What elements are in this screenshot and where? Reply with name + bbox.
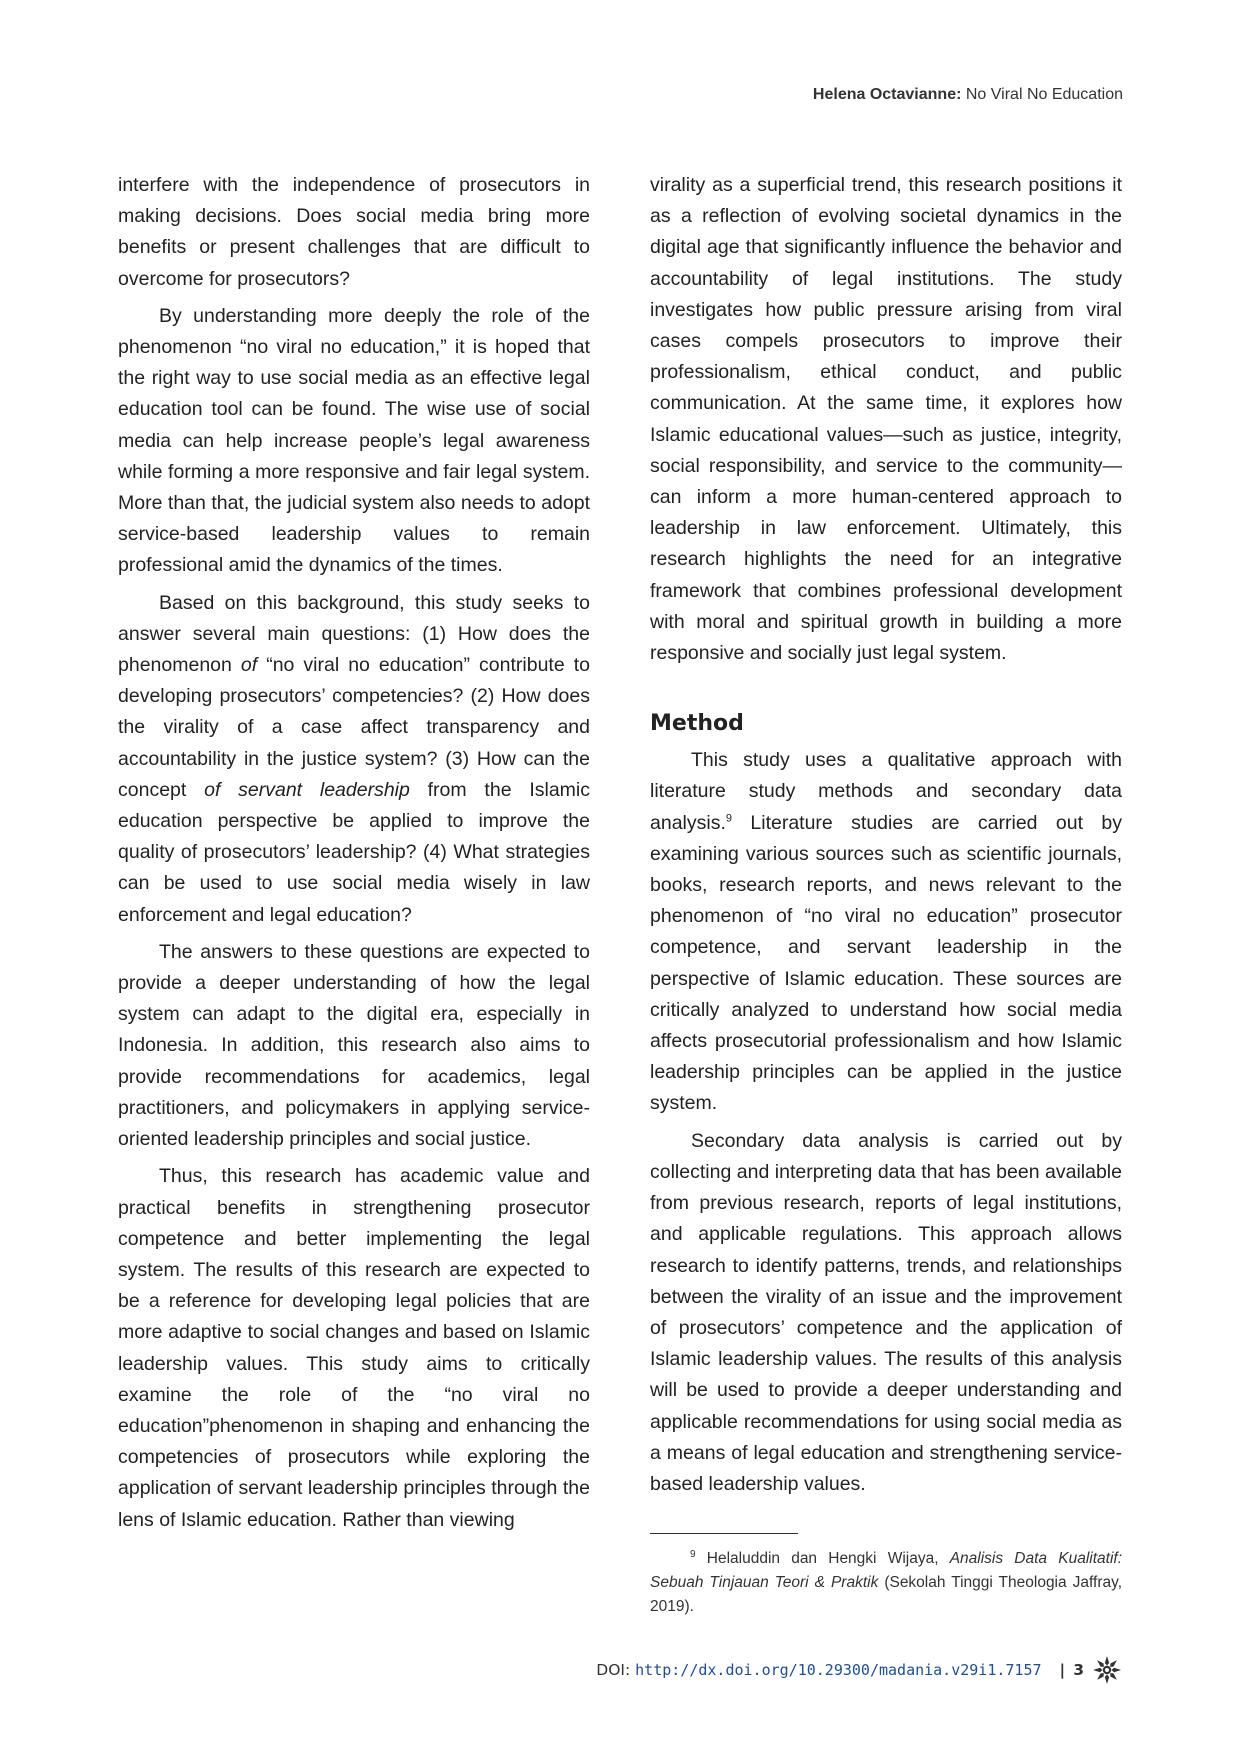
left-paragraph-3 (118, 588, 590, 931)
page-footer (596, 1655, 1122, 1685)
p3-italic-of: of (240, 654, 258, 677)
p3-italic-servant-leadership: of servant leadership (204, 778, 410, 801)
method-text-b: Literature studies are carried out by examining various sources such as scientific journals, books, research reports, and news relevant to the phenomenon of “no viral no education” prosecutor competence, and servant leadership in the perspective of Islamic education. These sources are critically analyzed to understand how social media affects prosecutorial professionalism and how Islamic leadership principles can be applied in the justice system. (650, 811, 1122, 1115)
left-paragraph-1: interfere with the independence of prosecutors in making decisions. Does social media bring more benefits or present challenges that are difficult to overcome for prosecutors? (118, 174, 590, 290)
right-paragraph-1: virality as a superficial trend, this research positions it as a reflection of evolving societal dynamics in the digital age that significantly influence the behavior and accountability of legal institutions. The study investigates how public pressure arising from viral cases compels prosecutors to improve their professionalism, ethical conduct, and public communication. At the same time, it explores how Islamic educational values—such as justice, integrity, social responsibility, and service to the community—can inform a more human-centered approach to leadership in law enforcement. Ultimately, this research highlights the need for an integrative framework that combines professional development with moral and spiritual growth in building a more responsive and socially just legal system. (650, 174, 1122, 665)
p3-text-a: Based on this background, this study seeks to answer several main questions: (1) How does the phenomenon (118, 591, 590, 677)
footnote-divider (650, 1533, 798, 1534)
running-header (813, 86, 1123, 104)
footnote-book-title: Analisis Data Kualitatif: Sebuah Tinjauan Teori & Praktik (650, 1550, 1122, 1592)
right-paragraph-2 (650, 745, 1122, 1119)
section-heading-method: Method (650, 711, 744, 737)
footnote-reference[interactable]: 9 (725, 812, 732, 825)
method-text-a: This study uses a qualitative approach with literature study methods and secondary data analysis. (650, 749, 1122, 834)
p3-text-b: “no viral no education” contribute to developing prosecutors’ competencies? (2) How does the virality of a case affect transparency and accountability in the justice system? (3) How can the concept (118, 654, 590, 801)
footnote-text-a: Helaluddin dan Hengki Wijaya, (695, 1550, 950, 1568)
header-author: Helena Octavianne: (812, 86, 962, 103)
left-paragraph-5: Thus, this research has academic value and practical benefits in strengthening prosecutor competence and better implementing the legal system. The results of this research are expected to be a reference for developing legal policies that are more adaptive to social changes and based on Islamic leadership values. This study aims to critically examine the role of the “no viral no education”phenomenon in shaping and enhancing the competencies of prosecutors while exploring the application of servant leadership principles through the lens of Islamic education. Rather than viewing (118, 1165, 590, 1531)
footer-separator: | (1059, 1661, 1066, 1679)
left-paragraph-2: By understanding more deeply the role of the phenomenon “no viral no education,” it is hoped that the right way to use social media as an effective legal education tool can be found. The wise use of social media can help increase people’s legal awareness while forming a more responsive and fair legal system. More than that, the judicial system also needs to adopt service-based leadership values to remain professional amid the dynamics of the times. (118, 304, 590, 577)
footnote (650, 1543, 1122, 1619)
page-number: 3 (1073, 1661, 1084, 1679)
footnote-number: 9 (690, 1549, 696, 1560)
right-paragraph-3: Secondary data analysis is carried out by collecting and interpreting data that has been available from previous research, reports of legal institutions, and applicable regulations. This approach allows research to identify patterns, trends, and relationships between the virality of an issue and the improvement of prosecutors’ competence and the application of Islamic leadership values. The results of this analysis will be used to provide a deeper understanding and applicable recommendations for using social media as a means of legal education and strengthening service-based leadership values. (650, 1129, 1122, 1495)
star-ornament-icon (1092, 1655, 1122, 1685)
footnote-text-b: (Sekolah Tinggi Theologia Jaffray, 2019). (650, 1574, 1123, 1616)
doi-label: DOI: (596, 1661, 631, 1679)
right-column (650, 170, 1122, 1506)
header-title: No Viral No Education (965, 86, 1123, 103)
p3-text-c: from the Islamic education perspective be applied to improve the quality of prosecutors’ leadership? (4) What strategies can be used to use social media wisely in law enforcement and legal education? (118, 778, 590, 926)
doi-link[interactable]: http://dx.doi.org/10.29300/madania.v29i1.7157 (635, 1661, 1042, 1679)
left-column (118, 170, 590, 1542)
left-paragraph-4: The answers to these questions are expected to provide a deeper understanding of how the legal system can adapt to the digital era, especially in Indonesia. In addition, this research also aims to provide recommendations for academics, legal practitioners, and policymakers in applying service-oriented leadership principles and social justice. (118, 940, 590, 1151)
